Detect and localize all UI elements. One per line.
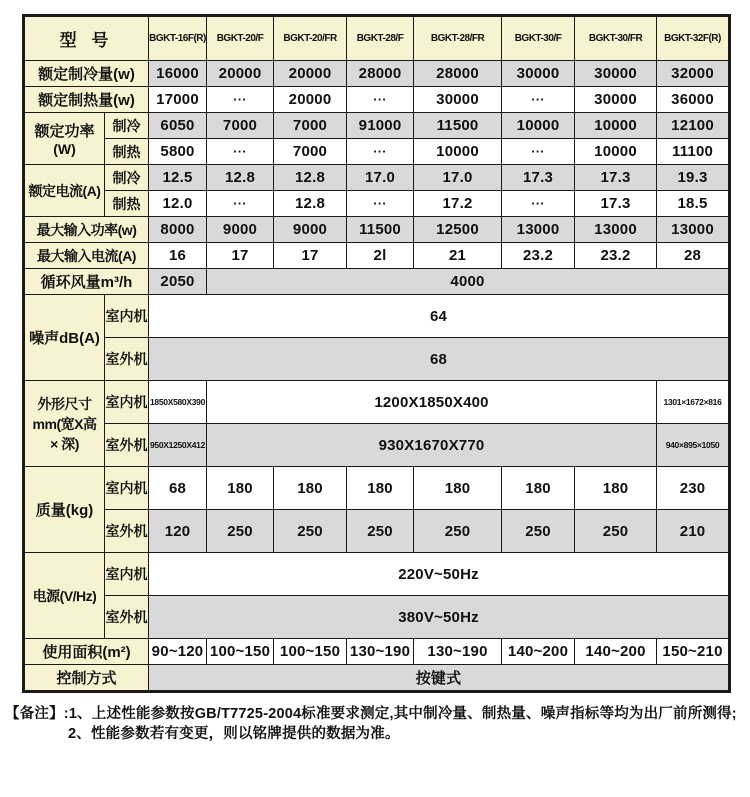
spec-value: 180 [274,467,347,510]
spec-value: 10000 [502,113,575,139]
spec-value: 36000 [657,87,730,113]
spec-value: 17.0 [414,165,502,191]
spec-value: ··· [347,191,414,217]
model-name: BGKT-30/F [502,16,575,61]
spec-value-merged: 4000 [207,269,730,295]
row-label: 循环风量m³/h [24,269,149,295]
spec-value: 23.2 [575,243,657,269]
model-header-label: 型 号 [24,16,149,61]
spec-value: 230 [657,467,730,510]
spec-row-power-supply-indoor [24,553,730,596]
model-name: BGKT-28/F [347,16,414,61]
sub-label-outdoor-unit: 室外机 [105,338,149,381]
sub-label-indoor-unit: 室内机 [105,467,149,510]
spec-value: 120 [149,510,207,553]
spec-value: 180 [414,467,502,510]
spec-value-merged: 68 [149,338,730,381]
spec-value: 16000 [149,61,207,87]
spec-row-dimensions-outdoor [24,424,730,467]
spec-value: 940×895×1050 [657,424,730,467]
remark-line-2: 2、性能参数若有变更，则以铭牌提供的数据为准。 [68,726,400,742]
sub-label-indoor-unit: 室内机 [105,295,149,338]
spec-value: 30000 [575,61,657,87]
spec-value: 20000 [274,61,347,87]
spec-value: ··· [207,87,274,113]
spec-value: 180 [207,467,274,510]
spec-value: 18.5 [657,191,730,217]
spec-value: 13000 [502,217,575,243]
spec-value: 10000 [575,139,657,165]
row-label-line: × 深) [50,435,79,452]
spec-value: 6050 [149,113,207,139]
spec-value: 130~190 [347,639,414,665]
spec-value: 7000 [274,139,347,165]
spec-value-merged: 220V~50Hz [149,553,730,596]
remarks [5,704,750,744]
spec-value: 16 [149,243,207,269]
row-label-rated-current: 额定电流(A) [24,165,105,217]
sub-label-cooling: 制冷 [105,113,149,139]
row-label: 最大输入电流(A) [24,243,149,269]
sub-label-indoor-unit: 室内机 [105,381,149,424]
spec-value: 23.2 [502,243,575,269]
spec-value: ··· [502,191,575,217]
spec-value: 68 [149,467,207,510]
spec-table [22,14,731,693]
sub-label-heating: 制热 [105,191,149,217]
spec-value: 100~150 [274,639,347,665]
spec-value: 2l [347,243,414,269]
spec-row-power-supply-outdoor [24,596,730,639]
row-label-line: 额定功率 [34,123,95,140]
spec-value: 140~200 [502,639,575,665]
spec-sheet-page [0,14,750,797]
spec-row-max-input-current [24,243,730,269]
spec-row-noise-indoor [24,295,730,338]
spec-value: 13000 [657,217,730,243]
spec-value: 12.8 [274,191,347,217]
spec-value: 12.8 [207,165,274,191]
spec-value: 17.3 [502,165,575,191]
row-label-line: 外形尺寸 [37,395,92,412]
spec-row-rated-power-cooling [24,113,730,139]
spec-value: 180 [575,467,657,510]
spec-row-rated-current-cooling [24,165,730,191]
sub-label-outdoor-unit: 室外机 [105,510,149,553]
spec-value: 17 [274,243,347,269]
spec-value: ··· [347,87,414,113]
row-label-noise: 噪声dB(A) [24,295,105,381]
row-label: 使用面积(m²) [24,639,149,665]
spec-row-weight-indoor [24,467,730,510]
spec-value: 8000 [149,217,207,243]
spec-value: ··· [207,139,274,165]
spec-row-control [24,665,730,692]
spec-value: ··· [502,139,575,165]
spec-value: 28000 [414,61,502,87]
spec-value: ··· [347,139,414,165]
row-label: 控制方式 [24,665,149,692]
spec-value: 32000 [657,61,730,87]
spec-value: 12.0 [149,191,207,217]
model-name: BGKT-16F(R) [149,16,207,61]
spec-value: ··· [207,191,274,217]
spec-value: 10000 [414,139,502,165]
spec-row-noise-outdoor [24,338,730,381]
row-label: 额定制冷量(w) [24,61,149,87]
spec-value: 250 [575,510,657,553]
spec-row-dimensions-indoor [24,381,730,424]
spec-value: 7000 [274,113,347,139]
spec-value: 30000 [575,87,657,113]
spec-value: 130~190 [414,639,502,665]
row-label-weight: 质量(kg) [24,467,105,553]
model-name: BGKT-28/FR [414,16,502,61]
spec-value: 17 [207,243,274,269]
spec-value: 250 [502,510,575,553]
spec-value: 250 [207,510,274,553]
spec-row-max-input-power [24,217,730,243]
spec-value: 250 [347,510,414,553]
spec-value: 17000 [149,87,207,113]
spec-value: 950X1250X412 [149,424,207,467]
sub-label-outdoor-unit: 室外机 [105,596,149,639]
spec-value: 11500 [347,217,414,243]
spec-value: 30000 [502,61,575,87]
spec-value: 100~150 [207,639,274,665]
spec-value: 13000 [575,217,657,243]
spec-value: 91000 [347,113,414,139]
spec-value: 9000 [274,217,347,243]
spec-row-rated-current-heating [24,191,730,217]
spec-value: 28000 [347,61,414,87]
row-label-power-supply: 电源(V/Hz) [24,553,105,639]
spec-value: 5800 [149,139,207,165]
spec-value: 12100 [657,113,730,139]
row-label-rated-power [24,113,105,165]
sub-label-heating: 制热 [105,139,149,165]
spec-value: 11100 [657,139,730,165]
spec-value: 90~120 [149,639,207,665]
spec-row-rated-power-heating [24,139,730,165]
remark-prefix: 【备注】: [5,706,69,722]
spec-value: 210 [657,510,730,553]
spec-value-merged: 380V~50Hz [149,596,730,639]
model-name: BGKT-30/FR [575,16,657,61]
spec-value: 11500 [414,113,502,139]
remark-text-1: 1、上述性能参数按GB/T7725-2004标准要求测定,其中制冷量、制热量、噪声指标等均为出厂前所测得; [68,706,737,722]
spec-value: 17.3 [575,191,657,217]
spec-value: 150~210 [657,639,730,665]
spec-value: 28 [657,243,730,269]
spec-value: 20000 [207,61,274,87]
spec-value: 12500 [414,217,502,243]
spec-row-area [24,639,730,665]
table-header-row [24,16,730,61]
spec-value: 10000 [575,113,657,139]
spec-row-air-volume [24,269,730,295]
spec-value-merged: 按键式 [149,665,730,692]
spec-value: 17.2 [414,191,502,217]
spec-value: 140~200 [575,639,657,665]
model-name: BGKT-32F(R) [657,16,730,61]
row-label-line: mm(宽X高 [32,415,97,432]
row-label-dimensions [24,381,105,467]
spec-value: ··· [502,87,575,113]
remark-line-1 [5,704,750,724]
spec-value: 19.3 [657,165,730,191]
spec-row-cooling-capacity [24,61,730,87]
spec-value: 21 [414,243,502,269]
spec-value: 180 [502,467,575,510]
spec-value: 12.5 [149,165,207,191]
spec-value-merged: 930X1670X770 [207,424,657,467]
spec-row-weight-outdoor [24,510,730,553]
spec-value-merged: 64 [149,295,730,338]
sub-label-indoor-unit: 室内机 [105,553,149,596]
spec-value: 17.3 [575,165,657,191]
spec-value: 30000 [414,87,502,113]
spec-value: 250 [274,510,347,553]
spec-value: 7000 [207,113,274,139]
sub-label-outdoor-unit: 室外机 [105,424,149,467]
sub-label-cooling: 制冷 [105,165,149,191]
spec-value: 2050 [149,269,207,295]
spec-value: 17.0 [347,165,414,191]
spec-row-heating-capacity [24,87,730,113]
spec-value: 180 [347,467,414,510]
spec-value-merged: 1200X1850X400 [207,381,657,424]
row-label: 额定制热量(w) [24,87,149,113]
row-label: 最大输入功率(w) [24,217,149,243]
spec-value: 1301×1672×816 [657,381,730,424]
spec-value: 1850X580X390 [149,381,207,424]
spec-value: 12.8 [274,165,347,191]
model-name: BGKT-20/F [207,16,274,61]
row-label-line: (W) [53,141,76,157]
model-name: BGKT-20/FR [274,16,347,61]
spec-value: 9000 [207,217,274,243]
spec-value: 250 [414,510,502,553]
spec-value: 20000 [274,87,347,113]
